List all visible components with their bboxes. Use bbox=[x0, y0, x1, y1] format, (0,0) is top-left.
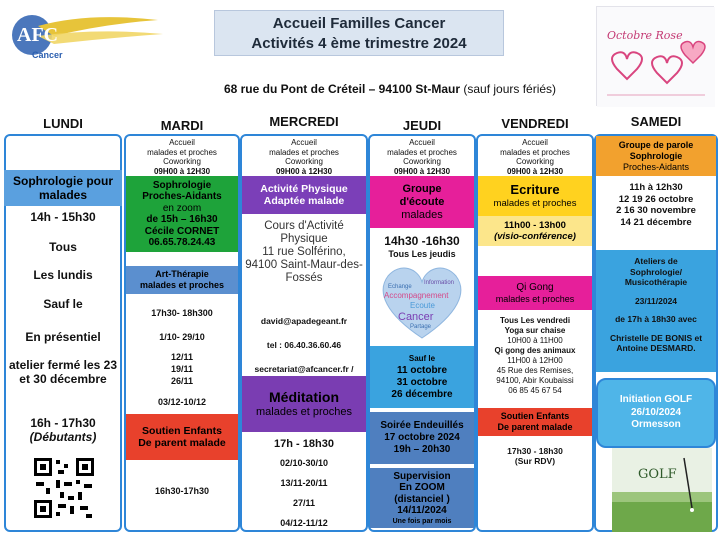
address-note: (sauf jours fériés) bbox=[463, 82, 557, 96]
lundi-line3: Sauf le bbox=[43, 297, 83, 311]
address-main: 68 rue du Pont de Créteil – 94100 St-Maur bbox=[223, 82, 461, 96]
samedi-at-time: de 17h à 18h30 avec bbox=[615, 314, 697, 324]
title-line-2: Activités 4 ème trimestre 2024 bbox=[251, 35, 467, 52]
jeudi-sauf3: 31 octobre bbox=[396, 377, 448, 388]
jeudi-se1: Soirée Endeuillés bbox=[380, 420, 464, 431]
vendredi-qg6: Qi gong des animaux bbox=[494, 346, 576, 355]
vendredi-qg1: Qi Gong bbox=[516, 281, 554, 293]
mercredi-addr3: 94100 Saint-Maur-des-Fossés bbox=[245, 259, 363, 284]
vendredi-ec1: Ecriture bbox=[510, 182, 560, 197]
accueil-sub: malades et proches bbox=[147, 147, 217, 157]
mardi-date-5: 03/12-10/12 bbox=[157, 397, 207, 407]
mercredi-med-time: 17h - 18h30 bbox=[274, 438, 334, 450]
mardi-art-therapie bbox=[126, 266, 238, 294]
mercredi-address bbox=[244, 220, 364, 285]
mercredi-tel: tel : 06.40.36.60.46 bbox=[266, 340, 342, 350]
vendredi-qg4: Yoga sur chaise bbox=[504, 326, 566, 335]
accueil-sub: malades et proches bbox=[500, 147, 570, 157]
lundi-line1: Tous bbox=[49, 240, 77, 254]
samedi-gp1: Groupe de parole bbox=[618, 139, 694, 150]
mercredi-date-3: 27/11 bbox=[292, 498, 316, 508]
jeudi-ge-note: Tous Les jeudis bbox=[388, 249, 456, 259]
mardi-art-time: 17h30- 18h300 bbox=[151, 308, 213, 318]
title-line-1: Accueil Familles Cancer bbox=[272, 15, 446, 32]
mardi-g3: en zoom bbox=[162, 202, 202, 214]
jeudi-groupe-ecoute bbox=[370, 176, 474, 228]
mardi-accueil bbox=[126, 138, 238, 176]
accueil-coworking: Coworking bbox=[516, 157, 554, 166]
mercredi-date-2: 13/11-20/11 bbox=[280, 478, 328, 488]
title-box bbox=[214, 10, 504, 56]
octobre-rose-image bbox=[596, 6, 714, 106]
mardi-date-1: 1/10- 29/10 bbox=[159, 332, 205, 342]
accueil-title: Accueil bbox=[169, 138, 195, 147]
accueil-hours: 09H00 à 12H30 bbox=[153, 166, 211, 176]
afc-logo bbox=[8, 6, 168, 64]
vendredi-se-note: (Sur RDV) bbox=[514, 456, 556, 466]
vendredi-qg2: malades et proches bbox=[495, 293, 575, 304]
jeudi-soiree-endeuilles bbox=[370, 412, 474, 464]
day-vendredi: VENDREDI bbox=[501, 116, 569, 131]
jeudi-supervision bbox=[370, 468, 474, 528]
accueil-coworking: Coworking bbox=[285, 157, 323, 166]
vendredi-se-time-block bbox=[478, 446, 592, 466]
vendredi-accueil bbox=[478, 138, 592, 176]
samedi-at-names: Christelle DE BONIS et Antoine DESMARD. bbox=[609, 332, 703, 353]
accueil-sub: malades et proches bbox=[387, 147, 457, 157]
heart-word-2: Information bbox=[424, 280, 455, 286]
samedi-gp-dates bbox=[596, 182, 716, 228]
jeudi-ge1: Groupe bbox=[402, 182, 442, 195]
samedi-at2: Sophrologie/ bbox=[630, 266, 682, 277]
day-samedi: SAMEDI bbox=[630, 114, 682, 129]
jeudi-sup3: (distanciel ) bbox=[394, 493, 450, 505]
mercredi-date-1: 02/10-30/10 bbox=[279, 458, 329, 468]
mardi-se1: Soutien Enfants bbox=[142, 424, 222, 437]
samedi-at1: Ateliers de bbox=[634, 256, 678, 266]
vendredi-qg10: 06 85 45 67 54 bbox=[508, 386, 562, 395]
vendredi-ec-note: (visio-conférence) bbox=[494, 231, 576, 242]
vendredi-se2: De parent malade bbox=[497, 422, 573, 432]
accueil-title: Accueil bbox=[409, 138, 435, 147]
mardi-date-3: 19/11 bbox=[170, 364, 194, 374]
heart-word-5: Cancer bbox=[398, 311, 434, 323]
vendredi-se1: Soutien Enfants bbox=[500, 411, 570, 421]
jeudi-sauf4: 26 décembre bbox=[391, 389, 453, 400]
accueil-hours: 09H00 à 12H30 bbox=[275, 166, 333, 176]
logo-sub: Cancer bbox=[32, 50, 63, 60]
mercredi-apa2: Adaptée malade bbox=[263, 195, 345, 207]
golf-image-text: GOLF bbox=[638, 467, 677, 482]
mardi-art1: Art-Thérapie bbox=[155, 269, 209, 279]
octobre-rose-text: Octobre Rose bbox=[607, 29, 683, 42]
day-lundi: LUNDI bbox=[43, 116, 83, 131]
samedi-gp2: Sophrologie bbox=[629, 150, 683, 161]
lundi-sophrologie: Sophrologie pour malades bbox=[4, 170, 122, 206]
samedi-gp-d1: 12 19 26 octobre bbox=[618, 193, 694, 205]
lundi-line5: atelier fermé les 23 et 30 décembre bbox=[8, 358, 118, 386]
mercredi-apa1: Activité Physique bbox=[260, 182, 348, 195]
mardi-g2: Proches-Aidants bbox=[142, 191, 222, 202]
samedi-golf bbox=[596, 378, 716, 448]
jeudi-sauf2: 11 octobre bbox=[396, 365, 448, 376]
day-mardi: MARDI bbox=[160, 118, 204, 133]
accueil-coworking: Coworking bbox=[403, 157, 441, 166]
accueil-hours: 09H00 à 12H30 bbox=[393, 166, 451, 176]
jeudi-ge3: malades bbox=[401, 208, 443, 221]
mardi-g5: Cécile CORNET bbox=[144, 225, 220, 237]
mardi-date-2: 12/11 bbox=[170, 352, 194, 362]
lundi-line6: 16h - 17h30 bbox=[30, 416, 96, 430]
mardi-date-4: 26/11 bbox=[170, 376, 194, 386]
mercredi-addr1: Cours d'Activité Physique bbox=[264, 220, 344, 245]
mercredi-date-4: 04/12-11/12 bbox=[280, 518, 328, 528]
accueil-sub: malades et proches bbox=[269, 147, 339, 157]
vendredi-soutien-enfants bbox=[478, 408, 592, 436]
mardi-soutien-enfants bbox=[126, 414, 238, 460]
vendredi-ecriture bbox=[478, 176, 592, 216]
jeudi-ge-time: 14h30 -16h30 bbox=[384, 234, 460, 248]
jeudi-sauf1: Sauf le bbox=[408, 354, 436, 363]
samedi-gp3: Proches-Aidants bbox=[622, 161, 690, 172]
heart-word-6: Partage bbox=[410, 324, 432, 330]
mercredi-apa bbox=[242, 176, 366, 214]
jeudi-sup1: Supervision bbox=[393, 470, 451, 482]
samedi-at-date: 23/11/2024 bbox=[634, 295, 678, 306]
mercredi-med2: malades et proches bbox=[256, 406, 352, 418]
jeudi-sup5: Une fois par mois bbox=[392, 517, 452, 525]
mercredi-accueil bbox=[242, 138, 366, 176]
vendredi-qg7: 11H00 à 12H00 bbox=[507, 356, 563, 365]
mardi-g1: Sophrologie bbox=[152, 179, 212, 191]
heart-word-1: Echange bbox=[388, 284, 412, 290]
vendredi-qg5: 10H00 à 11H00 bbox=[507, 336, 563, 345]
vendredi-ecriture-time bbox=[478, 216, 592, 246]
day-mercredi: MERCREDI bbox=[269, 114, 339, 129]
mercredi-med1: Méditation bbox=[269, 389, 339, 405]
mardi-se-time: 16h30-17h30 bbox=[154, 486, 210, 496]
vendredi-qg9: 94100, Abir Koubaissi bbox=[496, 376, 574, 385]
accueil-hours: 09H00 à 12H30 bbox=[506, 166, 564, 176]
heart-word-4: Ecoute bbox=[410, 301, 435, 310]
lundi-line7: (Débutants) bbox=[29, 430, 97, 444]
lundi-time: 14h - 15h30 bbox=[30, 210, 96, 224]
accueil-title: Accueil bbox=[522, 138, 548, 147]
mercredi-email-1[interactable]: david@apadegeant.fr bbox=[260, 316, 348, 326]
vendredi-ec2: malades et proches bbox=[493, 198, 577, 209]
heart-word-cloud bbox=[376, 262, 468, 342]
golf-image bbox=[612, 448, 712, 532]
jeudi-sup4: 14/11/2024 bbox=[397, 505, 447, 516]
qr-code[interactable] bbox=[32, 456, 96, 520]
vendredi-qg8: 45 Rue des Remises, bbox=[496, 366, 574, 375]
day-jeudi: JEUDI bbox=[402, 118, 442, 133]
vendredi-qg3: Tous Les vendredi bbox=[499, 316, 571, 325]
samedi-gp-d2: 2 16 30 novembre bbox=[616, 205, 696, 216]
jeudi-accueil bbox=[370, 138, 474, 176]
samedi-groupe-parole bbox=[596, 136, 716, 176]
samedi-golf1: Initiation GOLF bbox=[619, 394, 693, 406]
jeudi-sup2: En ZOOM bbox=[399, 482, 445, 493]
samedi-ateliers bbox=[598, 256, 714, 354]
samedi-gp-time: 11h à 12h30 bbox=[629, 182, 683, 193]
mercredi-meditation bbox=[242, 376, 366, 432]
accueil-coworking: Coworking bbox=[163, 157, 201, 166]
mardi-g6: 06.65.78.24.43 bbox=[148, 237, 216, 248]
mercredi-email-2[interactable]: secretariat@afcancer.fr / bbox=[254, 364, 354, 374]
mercredi-addr2: 11 rue Solférino, bbox=[262, 246, 346, 258]
jeudi-se2: 17 octobre 2024 bbox=[384, 432, 460, 443]
samedi-golf2: 26/10/2024 bbox=[630, 406, 682, 418]
vendredi-qigong-details bbox=[478, 316, 592, 396]
mardi-se2: De parent malade bbox=[138, 437, 226, 449]
samedi-gp-d3: 14 21 décembre bbox=[620, 216, 692, 228]
heart-word-3: Accompagnement bbox=[384, 291, 449, 300]
logo-letters: AFC bbox=[17, 24, 59, 46]
vendredi-qigong bbox=[478, 276, 592, 310]
accueil-title: Accueil bbox=[291, 138, 317, 147]
samedi-golf3: Ormesson bbox=[631, 419, 681, 431]
lundi-line2: Les lundis bbox=[33, 268, 93, 282]
jeudi-ge2: d'écoute bbox=[399, 195, 445, 208]
address bbox=[190, 82, 590, 96]
jeudi-sauf bbox=[370, 346, 474, 408]
vendredi-ec-time: 11h00 - 13h00 bbox=[504, 219, 566, 231]
jeudi-se3: 19h – 20h30 bbox=[393, 444, 451, 455]
mardi-art2: malades et proches bbox=[139, 280, 225, 290]
samedi-at3: Musicothérapie bbox=[624, 277, 688, 287]
vendredi-se-time: 17h30 - 18h30 bbox=[507, 446, 563, 456]
mardi-sophrologie-box bbox=[126, 176, 238, 252]
lundi-line4: En présentiel bbox=[25, 330, 101, 344]
mardi-g4: de 15h – 16h30 bbox=[146, 214, 218, 225]
